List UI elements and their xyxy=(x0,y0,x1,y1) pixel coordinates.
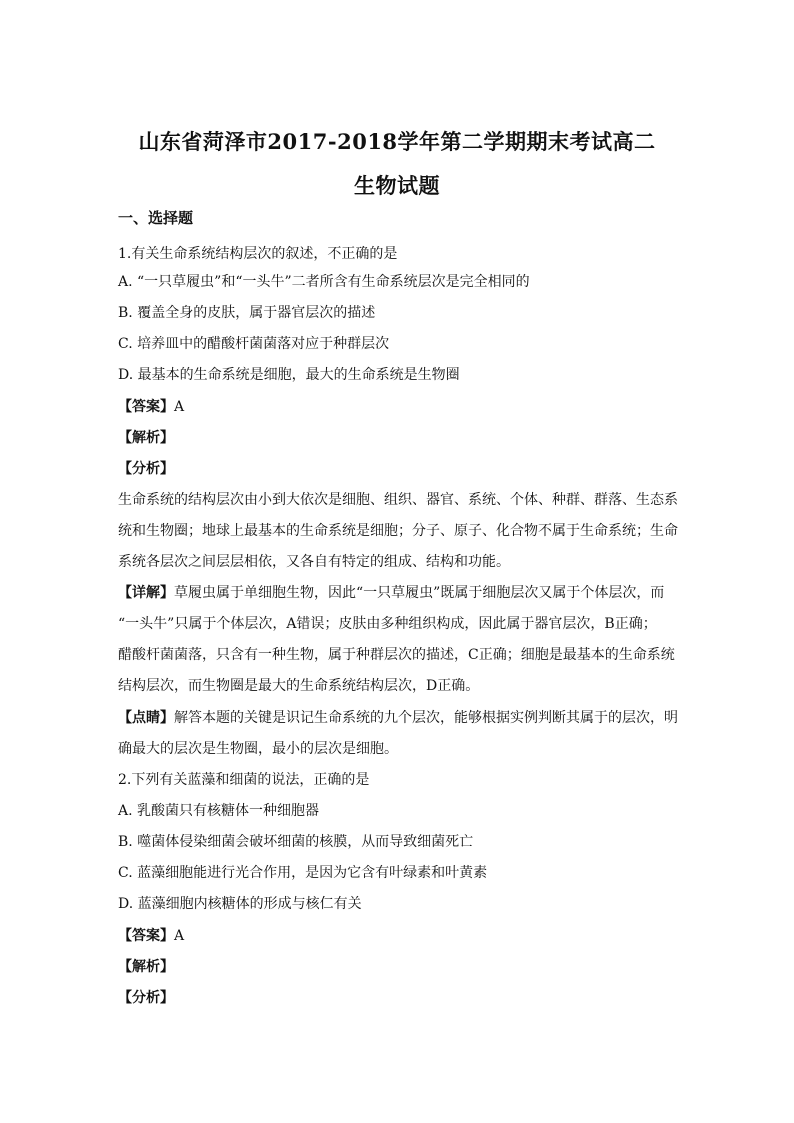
question-2-answer xyxy=(118,925,678,945)
fenxi-line: 统和生物圈；地球上最基本的生命系统是细胞；分子、原子、化合物不属于生命系统；生命 xyxy=(118,523,678,539)
tip-paragraph xyxy=(118,707,678,727)
tip-tag: 【点睛】 xyxy=(118,710,174,726)
fenxi-line: 系统各层次之间层层相依，又各自有特定的组成、结构和功能。 xyxy=(118,554,510,570)
detail-line: 草履虫属于单细胞生物，因此“一只草履虫”既属于细胞层次又属于个体层次，而 xyxy=(174,585,665,601)
question-1-option-b: B. 覆盖全身的皮肤，属于器官层次的描述 xyxy=(118,305,376,321)
answer-value: A xyxy=(174,399,185,415)
fenxi-tag: 【分析】 xyxy=(118,461,174,477)
question-2-option-d: D. 蓝藻细胞内核糖体的形成与核仁有关 xyxy=(118,896,362,912)
question-1-option-a: A. “一只草履虫”和“一头牛”二者所含有生命系统层次是完全相同的 xyxy=(118,274,530,290)
section-heading: 一、选择题 xyxy=(118,209,194,227)
question-2-option-b: B. 噬菌体侵染细菌会破坏细菌的核膜，从而导致细菌死亡 xyxy=(118,834,474,850)
answer-tag: 【答案】 xyxy=(118,399,174,415)
fenxi-line: 生命系统的结构层次由小到大依次是细胞、组织、器官、系统、个体、种群、群落、生态系 xyxy=(118,492,678,508)
detail-paragraph xyxy=(118,582,678,602)
tip-line: 确最大的层次是生物圈，最小的层次是细胞。 xyxy=(118,741,398,757)
question-1-answer xyxy=(118,396,678,416)
fenxi-tag: 【分析】 xyxy=(118,990,174,1006)
question-1-stem: 1.有关生命系统结构层次的叙述，不正确的是 xyxy=(118,246,398,262)
detail-line: 结构层次，而生物圈是最大的生命系统结构层次，D正确。 xyxy=(118,678,480,694)
analysis-tag: 【解析】 xyxy=(118,959,174,975)
analysis-tag: 【解析】 xyxy=(118,430,174,446)
question-2-option-a: A. 乳酸菌只有核糖体一种细胞器 xyxy=(118,803,320,819)
document-subtitle: 生物试题 xyxy=(354,173,440,198)
answer-tag: 【答案】 xyxy=(118,928,174,944)
answer-value: A xyxy=(174,928,185,944)
question-1-option-c: C. 培养皿中的醋酸杆菌菌落对应于种群层次 xyxy=(118,336,390,352)
detail-tag: 【详解】 xyxy=(118,585,174,601)
question-2-stem: 2.下列有关蓝藻和细菌的说法，正确的是 xyxy=(118,772,370,788)
question-1-option-d: D. 最基本的生命系统是细胞，最大的生命系统是生物圈 xyxy=(118,367,460,383)
question-2-option-c: C. 蓝藻细胞能进行光合作用，是因为它含有叶绿素和叶黄素 xyxy=(118,865,488,881)
tip-line: 解答本题的关键是识记生命系统的九个层次，能够根据实例判断其属于的层次，明 xyxy=(174,710,678,726)
document-title: 山东省菏泽市2017-2018学年第二学期期末考试高二 xyxy=(138,129,656,154)
detail-line: 醋酸杆菌菌落，只含有一种生物，属于种群层次的描述，C正确；细胞是最基本的生命系统 xyxy=(118,647,675,663)
detail-line: “一头牛”只属于个体层次，A错误；皮肤由多种组织构成，因此属于器官层次，B正确； xyxy=(118,616,657,632)
